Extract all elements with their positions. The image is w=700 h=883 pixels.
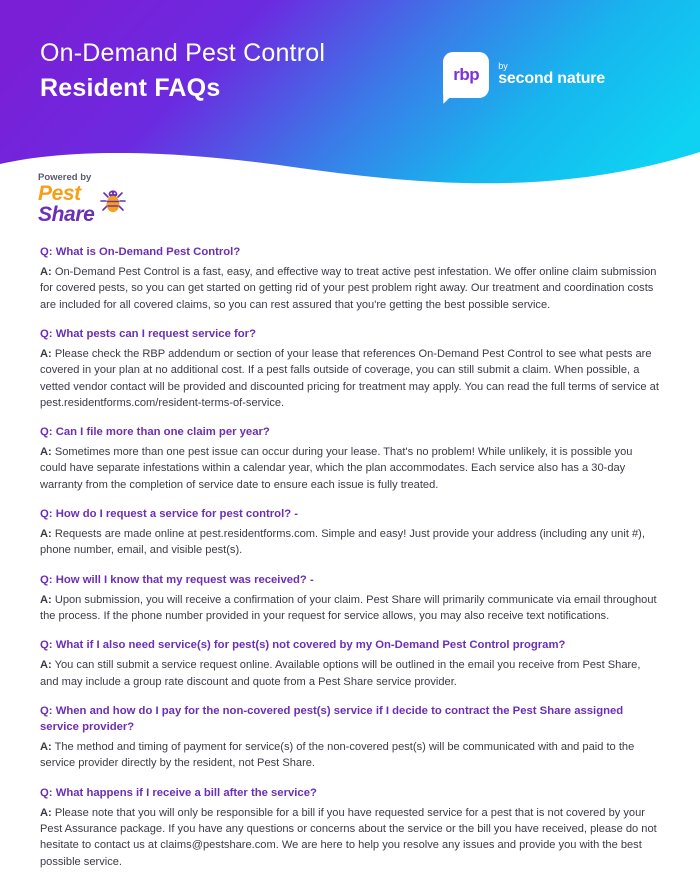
faq-list	[40, 244, 660, 883]
question-text: What pests can I request service for?	[55, 327, 256, 340]
faq-answer	[40, 592, 660, 625]
faq-question	[40, 703, 660, 735]
second-nature-wordmark	[498, 62, 605, 88]
faq-item	[40, 703, 660, 772]
page-title-line1: On-Demand Pest Control	[40, 39, 326, 67]
powered-by-label: Powered by	[38, 172, 92, 183]
faq-item	[40, 785, 660, 870]
faq-answer	[40, 264, 660, 313]
faq-answer	[40, 657, 660, 690]
answer-prefix: A:	[40, 446, 52, 459]
answer-text: Please note that you will only be responsible for a bill if you have requested service for a pest that is not covered by your Pest Assurance package. If you have any questions or concerns about the service or the bill you have received, please do not hesitate to contact us at claims@pestshare.com. We are here to help you resolve any issues and provide you with the best possible service.	[40, 806, 657, 868]
question-text: Can I file more than one claim per year?	[55, 426, 270, 439]
faq-question	[40, 572, 660, 588]
pestshare-words	[38, 184, 94, 225]
question-text: What if I also need service(s) for pest(s) not covered by my On-Demand Pest Control program?	[55, 639, 566, 652]
answer-text: You can still submit a service request online. Available options will be outlined in the email you receive from Pest Share, and may include a group rate discount and quote from a Pest Share service provider.	[40, 659, 641, 688]
faq-answer	[40, 739, 660, 772]
page-title-line2: Resident FAQs	[40, 74, 221, 103]
faq-question	[40, 326, 660, 342]
answer-text: Sometimes more than one pest issue can occur during your lease. That's no problem! While unlikely, it is possible you could have separate infestations within a calendar year, which the plan accommodates. Each service also has a 30-day warranty from the completion of service date to ensure each issue is fully treated.	[40, 446, 633, 491]
faq-item	[40, 572, 660, 625]
question-prefix: Q:	[40, 639, 53, 652]
faq-answer	[40, 346, 660, 411]
second-nature-by-label: by	[498, 60, 508, 71]
question-text: What is On-Demand Pest Control?	[55, 246, 241, 258]
pestshare-wordmark	[38, 184, 238, 225]
powered-by-pestshare-logo	[38, 172, 238, 225]
question-prefix: Q:	[40, 704, 53, 717]
faq-item	[40, 244, 660, 313]
answer-prefix: A:	[40, 741, 52, 753]
pestshare-share-word: Share	[38, 202, 95, 226]
second-nature-name: second nature	[498, 70, 605, 88]
rbp-badge-icon	[443, 52, 489, 98]
faq-question	[40, 244, 660, 260]
answer-text: Requests are made online at pest.residentforms.com. Simple and easy! Just provide your address (including any unit #), phone number, email, and visible pest(s).	[40, 528, 645, 557]
question-text: When and how do I pay for the non-covered pest(s) service if I decide to contract the Pest Share assigned service provider?	[40, 704, 624, 733]
faq-question	[40, 637, 660, 653]
question-prefix: Q:	[40, 327, 53, 340]
question-prefix: Q:	[40, 786, 53, 799]
faq-answer	[40, 444, 660, 493]
faq-question	[40, 785, 660, 801]
question-text: How do I request a service for pest control? -	[55, 508, 299, 521]
question-text: How will I know that my request was received? -	[55, 573, 314, 586]
pestshare-pest-word: Pest	[38, 182, 81, 205]
faq-question	[40, 506, 660, 522]
answer-prefix: A:	[40, 659, 52, 672]
answer-prefix: A:	[40, 347, 52, 360]
question-prefix: Q:	[40, 508, 53, 521]
header-content	[0, 0, 700, 150]
answer-prefix: A:	[40, 528, 52, 541]
faq-item	[40, 326, 660, 411]
answer-text: Please check the RBP addendum or section of your lease that references On-Demand Pest Control to see what pests are covered in your plan at no additional cost. If a pest falls outside of coverage, you can still submit a claim. When possible, a vetted vendor contact will be provided and discounted pricing for treatment may apply. You can read the full terms of service at pest.residentforms.com/resident-terms-of-service.	[40, 347, 659, 409]
faq-item	[40, 506, 660, 559]
answer-text: The method and timing of payment for service(s) of the non-covered pest(s) will be communicated with and paid to the service provider directly by the resident, not Pest Share.	[40, 741, 635, 770]
answer-prefix: A:	[40, 806, 52, 819]
answer-text: On-Demand Pest Control is a fast, easy, and effective way to treat active pest infestation. We offer online claim submission for covered pests, so you can get started on getting rid of your pest problem right away. Our treatment and coordination costs are included for all covered claims, so you can rest assured that you're getting the best possible service.	[40, 266, 657, 311]
question-text: What happens if I receive a bill after the service?	[55, 786, 317, 799]
page-title	[40, 38, 325, 105]
faq-answer	[40, 805, 660, 870]
bug-icon	[96, 185, 130, 219]
question-prefix: Q:	[40, 426, 53, 439]
rbp-second-nature-logo	[443, 52, 605, 98]
answer-text: Upon submission, you will receive a confirmation of your claim. Pest Share will primarily communicate via email throughout the process. If the phone number provided in your request for service allows, you may also receive text notifications.	[40, 593, 657, 623]
question-prefix: Q:	[40, 246, 53, 258]
faq-question	[40, 424, 660, 440]
rbp-label: rbp	[453, 65, 480, 84]
question-prefix: Q:	[40, 573, 53, 586]
answer-prefix: A:	[40, 266, 52, 279]
faq-item	[40, 637, 660, 690]
faq-answer	[40, 526, 660, 559]
answer-prefix: A:	[40, 593, 52, 606]
faq-item	[40, 424, 660, 493]
